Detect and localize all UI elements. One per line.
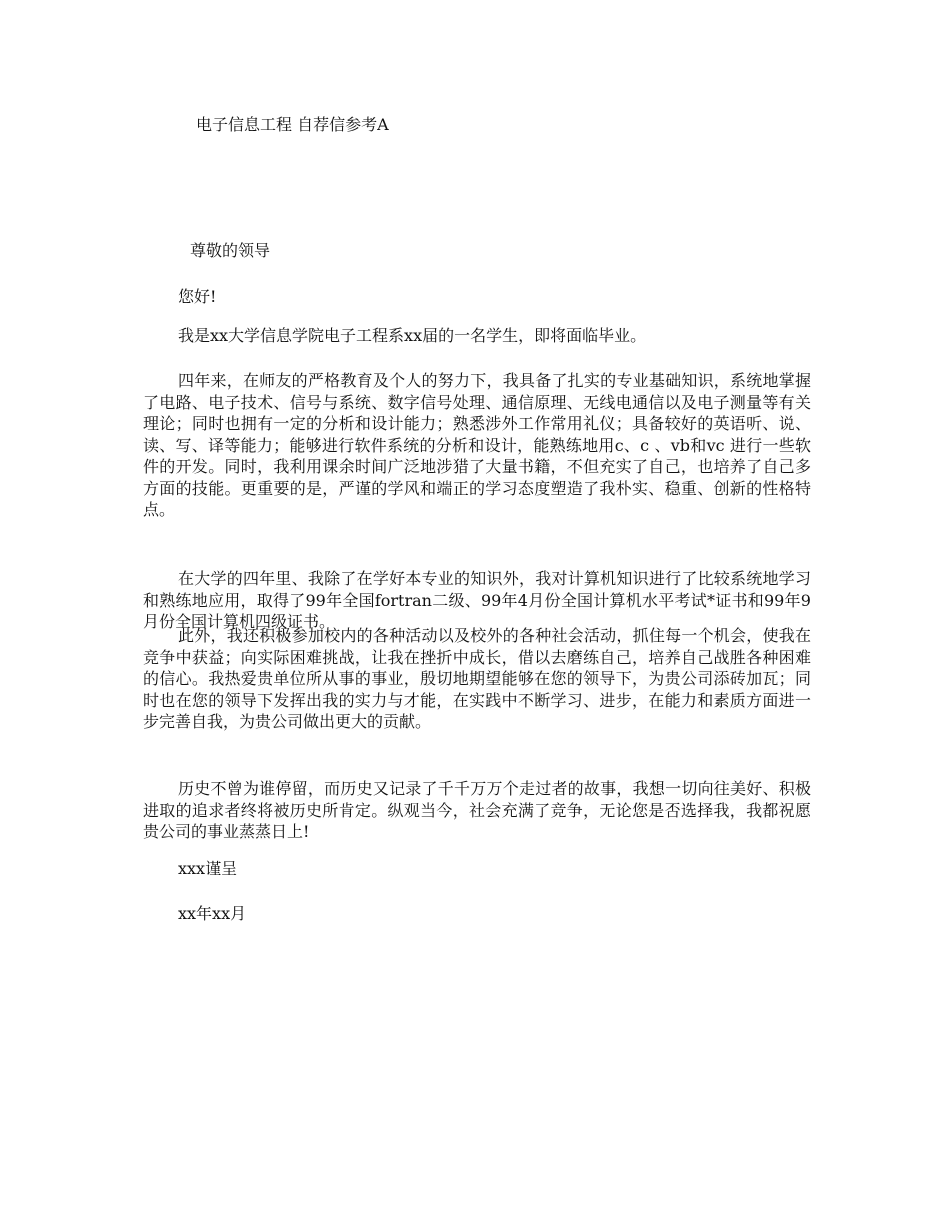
paragraph-skills: 四年来，在师友的严格教育及个人的努力下，我具备了扎实的专业基础知识，系统地掌握了电路、电子技术、信号与系统、数字信号处理、通信原理、无线电通信以及电子测量等有关理论；同时也拥有一定的分析和设计能力；熟悉涉外工作常用礼仪；具备较好的英语听、说、读、写、译等能力；能够进行软件系统的分析和设计，能熟练地用c、c 、vb和vc 进行一些软件的开发。同时，我利用课余时间广泛地涉猎了大量书籍，不但充实了自己，也培养了自己多方面的技能。更重要的是，严谨的学风和端正的学习态度塑造了我朴实、稳重、创新的性格特点。	[143, 371, 811, 519]
paragraph-intro: 我是xx大学信息学院电子工程系xx届的一名学生，即将面临毕业。	[178, 326, 647, 345]
paragraph-activities: 此外，我还积极参加校内的各种活动以及校外的各种社会活动，抓住每一个机会，使我在竞争中获益；向实际困难挑战，让我在挫折中成长，借以去磨练自己，培养自己战胜各种困难的信心。我热爱贵单位所从事的事业，殷切地期望能够在您的领导下，为贵公司添砖加瓦；同时也在您的领导下发挥出我的实力与才能，在实践中不断学习、进步，在能力和素质方面进一步完善自我，为贵公司做出更大的贡献。	[143, 626, 811, 731]
date: xx年xx月	[178, 904, 247, 923]
salutation: 尊敬的领导	[190, 241, 271, 260]
signature: xxx谨呈	[178, 859, 238, 878]
greeting: 您好!	[178, 287, 217, 306]
paragraph-closing: 历史不曾为谁停留，而历史又记录了千千万万个走过者的故事，我想一切向往美好、积极进取的追求者终将被历史所肯定。纵观当今，社会充满了竞争，无论您是否选择我，我都祝愿贵公司的事业蒸蒸日上!	[143, 779, 811, 841]
paragraph-certificates: 在大学的四年里、我除了在学好本专业的知识外，我对计算机知识进行了比较系统地学习和熟练地应用，取得了99年全国fortran二级、99年4月份全国计算机水平考试*证书和99年9月份全国计算机四级证书。	[143, 569, 811, 631]
document-title: 电子信息工程 自荐信参考A	[196, 115, 389, 134]
